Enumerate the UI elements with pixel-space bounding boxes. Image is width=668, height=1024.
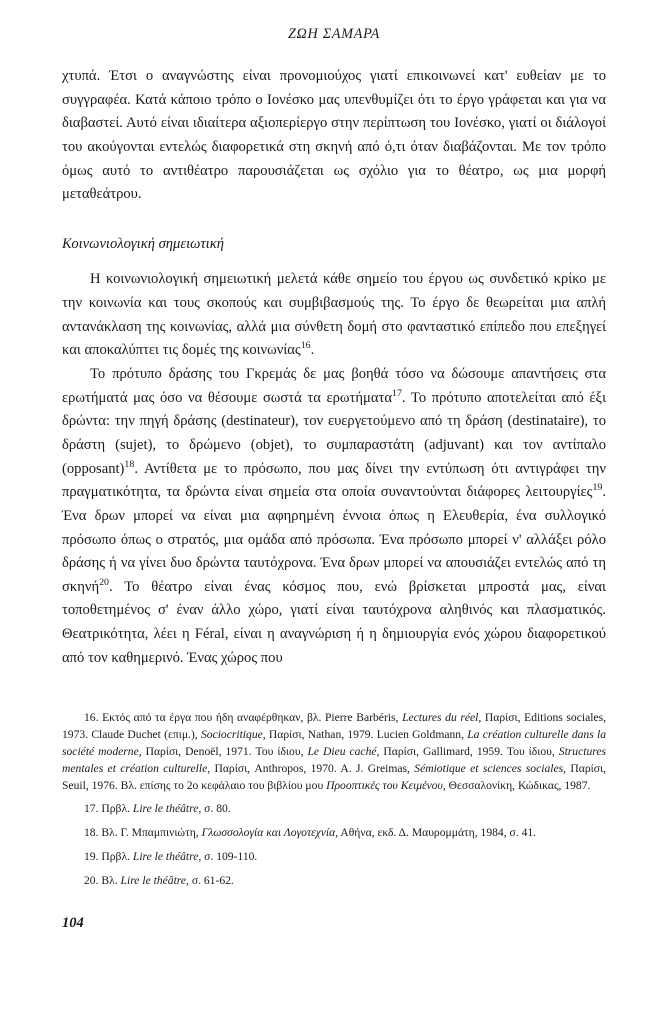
paragraph-text: . Αντίθετα με το πρόσωπο, που μας δίνει την εντύπωση ότι αντιγράφει την πραγματικότητα, τα δρώντα είναι σημεία στα οποία συναντούνται διάφορες λειτουργίες bbox=[62, 460, 606, 501]
footnote-19: 19. Πρβλ. Lire le théâtre, σ. 109-110. bbox=[84, 849, 258, 863]
footnote-ref-16: 16 bbox=[300, 340, 311, 352]
paragraph-text: . Ένα δρων μπορεί να είναι μια αφηρημένη έννοια όπως η Ελευθερία, ένα συλλογικό πρόσωπο όπως ο στρατός, μια ομάδα από πρόσωπα. Ένα πρόσωπο μπορεί ν' αλλάξει ρόλο δράσης ή να γίνει δυο δρώντα ταυτόχρονα. Ένα δρων μπορεί να απουσιάζει εντελώς από τη σκηνή bbox=[62, 484, 606, 595]
footnote-17: 17. Πρβλ. Lire le théâtre, σ. 80. bbox=[84, 802, 231, 816]
footnote-ref-20: 20 bbox=[99, 576, 109, 588]
paragraph-text-tail: . bbox=[310, 342, 315, 359]
footnote-16: 16. Εκτός από τα έργα που ήδη αναφέρθηκαν, βλ. Pierre Barbéris, Lectures du réel, Παρίσι, Editions sociales, 1973. Claude Duchet (επιμ.), Sociocritique, Παρίσι, Nathan, 1979. Lucien Goldmann, La création culturelle dans la société moderne, Παρίσι, Denoël, 1971. Του ίδιου, Le Dieu caché, Παρίσι, Gallimard, 1959. Του ίδιου, Structures mentales et création culturelle, Παρίσι, Anthropos, 1970. A. J. Greimas, Sémiotique et sciences sociales, Παρίσι, Seuil, 1976. Βλ. επίσης το 2ο κεφάλαιο του βιβλίου μου Προοπτικές του Κειμένου, Θεσσαλονίκη, Κώδικας, 1987. bbox=[62, 711, 607, 792]
footnote-ref-19: 19 bbox=[592, 482, 603, 494]
paragraph-text: Η κοινωνιολογική σημειωτική μελετά κάθε σημείο του έργου ως συνδετικό κρίκο με την κοινωνία και τους σκοπούς και συμβιβασμούς της. Το έργο δε θεωρείται μια απλή αντανάκλαση της κοινωνίας, αλλά μια σύνθετη δομή στο φανταστικό επίπεδο που επεξηγεί και αποκαλύπτει τις δομές της κοινωνίας bbox=[62, 271, 606, 359]
paragraph-text: . Το θέατρο είναι ένας κόσμος που, ενώ βρίσκεται μπροστά μας, είναι τοποθετημένος σ' έναν άλλο χώρο, γιατί είναι ταυτόχρονα αληθινός και πλασματικός. Θεατρικότητα, λέει η Féral, είναι η αναγνώριση ή η δημιουργία ενός χώρου διαφορετικού από τον καθημερινό. Ένας χώρος που bbox=[62, 578, 606, 666]
paragraph-sociological-semiotics bbox=[62, 268, 606, 363]
footnotes bbox=[62, 710, 606, 889]
page-number: 104 bbox=[62, 915, 84, 931]
running-head: ΖΩΗ ΣΑΜΑΡΑ bbox=[287, 26, 381, 42]
footnote-ref-17: 17 bbox=[392, 387, 402, 399]
paragraph-text: Το πρότυπο δράσης του Γκρεμάς δε μας βοηθά τόσο να δώσουμε απαντήσεις στα ερωτήματά μας όσο να θέσουμε σωστά τα ερωτήματα bbox=[62, 366, 606, 406]
body-text bbox=[62, 65, 606, 670]
footnote-ref-18: 18 bbox=[124, 458, 135, 470]
section-heading: Κοινωνιολογική σημειωτική bbox=[62, 235, 224, 252]
paragraph-continuation: χτυπά. Έτσι ο αναγνώστης είναι προνομιούχος γιατί επικοινωνεί κατ' ευθείαν με το συγγραφέα. Κατά κάποιο τρόπο ο Ιονέσκο μας υπενθυμίζει ότι το έργο γράφεται και για να διαβαστεί. Αυτό είναι ιδιαίτερα αξιοπερίεργο στην περίπτωση του Ιονέσκο, γιατί οι διάλογοί του ακούγονται εντελώς διαφορετικά στη σκηνή από ό,τι όταν διαβάζονται. Με τον τρόπο όμως αυτό το αντιθέατρο παρουσιάζεται ως σχόλιο για το θέατρο, ως μια μορφή μεταθεάτρου. bbox=[62, 68, 606, 203]
paragraph-greimas-model bbox=[62, 363, 606, 670]
footnote-20: 20. Βλ. Lire le théâtre, σ. 61-62. bbox=[84, 873, 234, 887]
footnote-18: 18. Βλ. Γ. Μπαμπινιώτη, Γλωσσολογία και Λογοτεχνία, Αθήνα, εκδ. Δ. Μαυρομμάτη, 1984, σ. 41. bbox=[84, 826, 537, 840]
paragraph-text: . Το πρότυπο αποτελείται από έξι δρώντα: την πηγή δράσης (destinateur), τον ευεργετούμενο από τη δράση (destinataire), το δράστη (sujet), το δρώμενο (objet), το συμπαραστάτη (adjuvant) και τον αντίπαλο (opposant) bbox=[62, 389, 606, 477]
